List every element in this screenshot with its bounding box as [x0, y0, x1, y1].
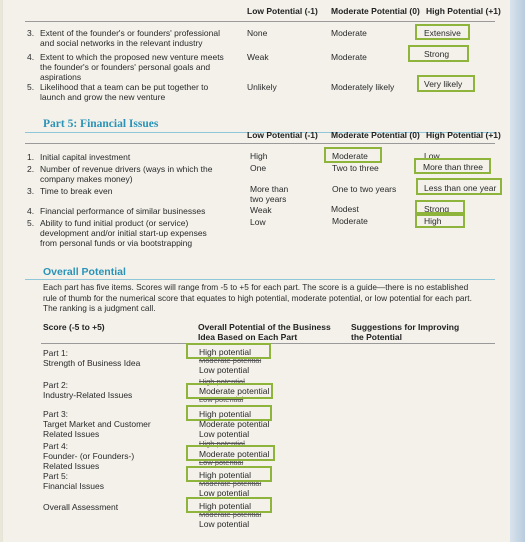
- option-moderate: Moderate potential: [199, 386, 270, 396]
- col-header-high: High Potential (+1): [426, 130, 501, 140]
- section-title: Overall Potential: [43, 266, 126, 278]
- low-value: Unlikely: [247, 82, 277, 92]
- option-moderate: Moderate potential: [199, 510, 262, 519]
- option-low: Low potential: [199, 488, 250, 498]
- high-value: High: [424, 216, 442, 226]
- option-high: High potential: [199, 470, 251, 480]
- item-number: 2.: [27, 164, 35, 174]
- part-label: Strength of Business Idea: [43, 358, 141, 368]
- item-text: Financial performance of similar businesses: [40, 206, 206, 216]
- high-value: More than three: [423, 162, 484, 172]
- low-value: Weak: [250, 205, 272, 215]
- col-header-moderate: Moderate Potential (0): [331, 130, 420, 140]
- option-moderate: Moderate potential: [199, 356, 262, 365]
- high-value: Strong: [424, 204, 450, 214]
- moderate-value: Moderate: [332, 151, 368, 161]
- selection-highlight: [417, 75, 475, 92]
- moderate-value: Two to three: [332, 163, 379, 173]
- selection-highlight: [415, 212, 465, 228]
- low-value: Low: [250, 217, 266, 227]
- col-header-low: Low Potential (-1): [247, 6, 318, 16]
- low-value: High: [250, 151, 268, 161]
- document-page: [3, 0, 510, 542]
- selection-highlight: [324, 147, 382, 163]
- intro-paragraph: Each part has five items. Scores will range from -5 to +5 for each part. The score is a guide—there is no established rule of thumb for the numerical score that equates to high potential, moderate potential, or low potential for each part. The ranking is a judgment call.: [43, 282, 472, 313]
- high-value: Low: [424, 151, 440, 161]
- low-value: More than: [250, 184, 289, 194]
- section-title: Part 5: Financial Issues: [43, 118, 159, 130]
- high-value: Extensive: [424, 28, 461, 38]
- part-label: Overall Assessment: [43, 502, 119, 512]
- item-text: the founder's or founders' personal goals and: [40, 62, 211, 72]
- item-text: aspirations: [40, 72, 82, 82]
- option-high: High potential: [199, 409, 251, 419]
- item-text: Extent of the founder's or founders' professional: [40, 28, 220, 38]
- divider: [25, 21, 495, 22]
- item-text: and social networks in the relevant industry: [40, 38, 203, 48]
- part-label: Target Market and Customer: [43, 419, 151, 429]
- col-header-suggestions: Suggestions for Improving: [351, 322, 460, 332]
- moderate-value: Moderate: [331, 52, 367, 62]
- part-label: Part 1:: [43, 348, 69, 358]
- option-moderate: Moderate potential: [199, 419, 270, 429]
- option-low: Low potential: [199, 458, 244, 467]
- col-header-low: Low Potential (-1): [247, 130, 318, 140]
- option-moderate: Moderate potential: [199, 479, 262, 488]
- part-label: Industry-Related Issues: [43, 390, 133, 400]
- item-number: 3.: [27, 28, 35, 38]
- part-label: Part 3:: [43, 409, 69, 419]
- col-header-overall: Idea Based on Each Part: [198, 332, 298, 342]
- item-number: 4.: [27, 52, 35, 62]
- item-text: Initial capital investment: [40, 152, 131, 162]
- moderate-value: Moderately likely: [331, 82, 395, 92]
- item-number: 5.: [27, 82, 35, 92]
- selection-highlight: [186, 497, 272, 513]
- item-number: 5.: [27, 218, 35, 228]
- item-number: 3.: [27, 186, 35, 196]
- col-header-moderate: Moderate Potential (0): [331, 6, 420, 16]
- item-text: Number of revenue drivers (ways in which the: [40, 164, 213, 174]
- col-header-high: High Potential (+1): [426, 6, 501, 16]
- item-number: 1.: [27, 152, 35, 162]
- window-edge: [510, 0, 525, 542]
- selection-highlight: [186, 343, 271, 359]
- section-rule: [25, 279, 495, 280]
- selection-highlight: [186, 445, 275, 461]
- selection-highlight: [408, 45, 469, 62]
- option-low: Low potential: [199, 395, 244, 404]
- part-label: Part 4:: [43, 441, 69, 451]
- selection-highlight: [186, 466, 272, 482]
- high-value: Strong: [424, 49, 450, 59]
- item-text: launch and grow the new venture: [40, 92, 166, 102]
- high-value: Less than one year: [424, 183, 497, 193]
- option-low: Low potential: [199, 429, 250, 439]
- moderate-value: Moderate: [331, 28, 367, 38]
- option-high: High potential: [199, 377, 245, 386]
- option-high: High potential: [199, 439, 245, 448]
- high-value: Very likely: [424, 79, 463, 89]
- low-value: None: [247, 28, 268, 38]
- moderate-value: One to two years: [332, 184, 397, 194]
- selection-highlight: [416, 178, 502, 195]
- selection-highlight: [414, 158, 491, 174]
- part-label: Founder- (or Founders-): [43, 451, 135, 461]
- divider: [25, 143, 495, 144]
- selection-highlight: [186, 383, 273, 399]
- option-low: Low potential: [199, 519, 250, 529]
- option-low: Low potential: [199, 365, 250, 375]
- part-label: Part 5:: [43, 471, 69, 481]
- item-text: Likelihood that a team can be put together to: [40, 82, 209, 92]
- item-text: development and/or initial start-up expenses: [40, 228, 207, 238]
- low-value: Weak: [247, 52, 269, 62]
- moderate-value: Moderate: [332, 216, 368, 226]
- item-number: 4.: [27, 206, 35, 216]
- item-text: Time to break even: [40, 186, 113, 196]
- part-label: Financial Issues: [43, 481, 104, 491]
- part-label: Related Issues: [43, 429, 100, 439]
- option-high: High potential: [199, 347, 251, 357]
- low-value: two years: [250, 194, 287, 204]
- selection-highlight: [186, 405, 272, 421]
- part-label: Part 2:: [43, 380, 69, 390]
- col-header-suggestions: the Potential: [351, 332, 403, 342]
- moderate-value: Modest: [331, 204, 359, 214]
- part-label: Related Issues: [43, 461, 100, 471]
- col-header-overall: Overall Potential of the Business: [198, 322, 331, 332]
- selection-highlight: [415, 24, 470, 40]
- item-text: company makes money): [40, 174, 133, 184]
- low-value: One: [250, 163, 267, 173]
- option-moderate: Moderate potential: [199, 449, 270, 459]
- option-high: High potential: [199, 501, 251, 511]
- col-header-score: Score (-5 to +5): [43, 322, 105, 332]
- item-text: Extent to which the proposed new venture meets: [40, 52, 224, 62]
- item-text: from personal funds or via bootstrapping: [40, 238, 193, 248]
- item-text: Ability to fund initial product (or service): [40, 218, 189, 228]
